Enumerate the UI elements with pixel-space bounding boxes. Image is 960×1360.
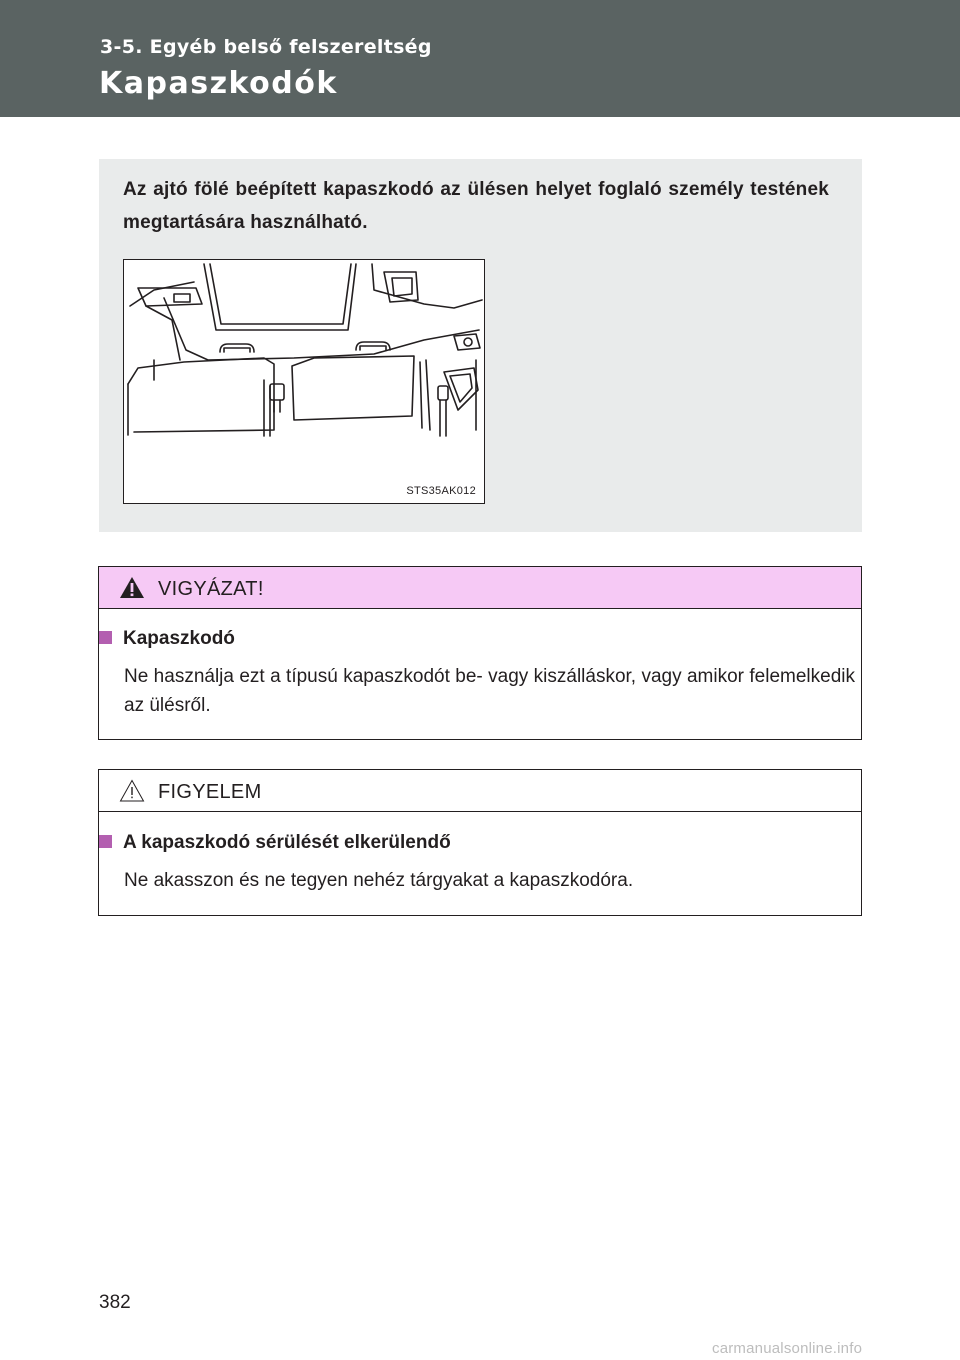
notice-item-text: Ne akasszon és ne tegyen nehéz tárgyakat a kapaszkodóra.: [124, 870, 634, 891]
cabin-ceiling-drawing: [124, 260, 485, 504]
warning-triangle-icon: [119, 576, 145, 599]
section-title: 3-5. Egyéb belső felszereltség: [100, 36, 432, 58]
assist-grip-illustration: [123, 259, 485, 504]
caution-item-text: Ne használja ezt a típusú kapaszkodót be- vagy kiszálláskor, vagy amikor felemelkedik az ülésről.: [124, 666, 855, 716]
bullet-square-icon: [99, 835, 112, 848]
intro-box: [99, 159, 862, 532]
caution-box: [98, 566, 862, 740]
watermark: carmanualsonline.info: [712, 1340, 863, 1357]
caution-item-title: [123, 628, 235, 650]
notice-triangle-icon: [119, 779, 145, 802]
caution-label: VIGYÁZAT!: [158, 578, 264, 600]
bullet-square-icon: [99, 631, 112, 644]
notice-item-title: [123, 832, 451, 854]
notice-label: FIGYELEM: [158, 781, 262, 803]
page-header: [0, 0, 960, 117]
page-number: 382: [99, 1292, 131, 1313]
page-title: Kapaszkodók: [99, 66, 338, 101]
notice-box: [98, 769, 862, 916]
caution-item-title-text: Kapaszkodó: [123, 628, 235, 649]
intro-text: Az ajtó fölé beépített kapaszkodó az ülésen helyet foglaló személy testének megtartására használható.: [123, 179, 829, 233]
figure-code: STS35AK012: [406, 485, 476, 497]
caution-header: [99, 567, 861, 609]
notice-header: [99, 770, 861, 812]
notice-item-title-text: A kapaszkodó sérülését elkerülendő: [123, 832, 451, 853]
